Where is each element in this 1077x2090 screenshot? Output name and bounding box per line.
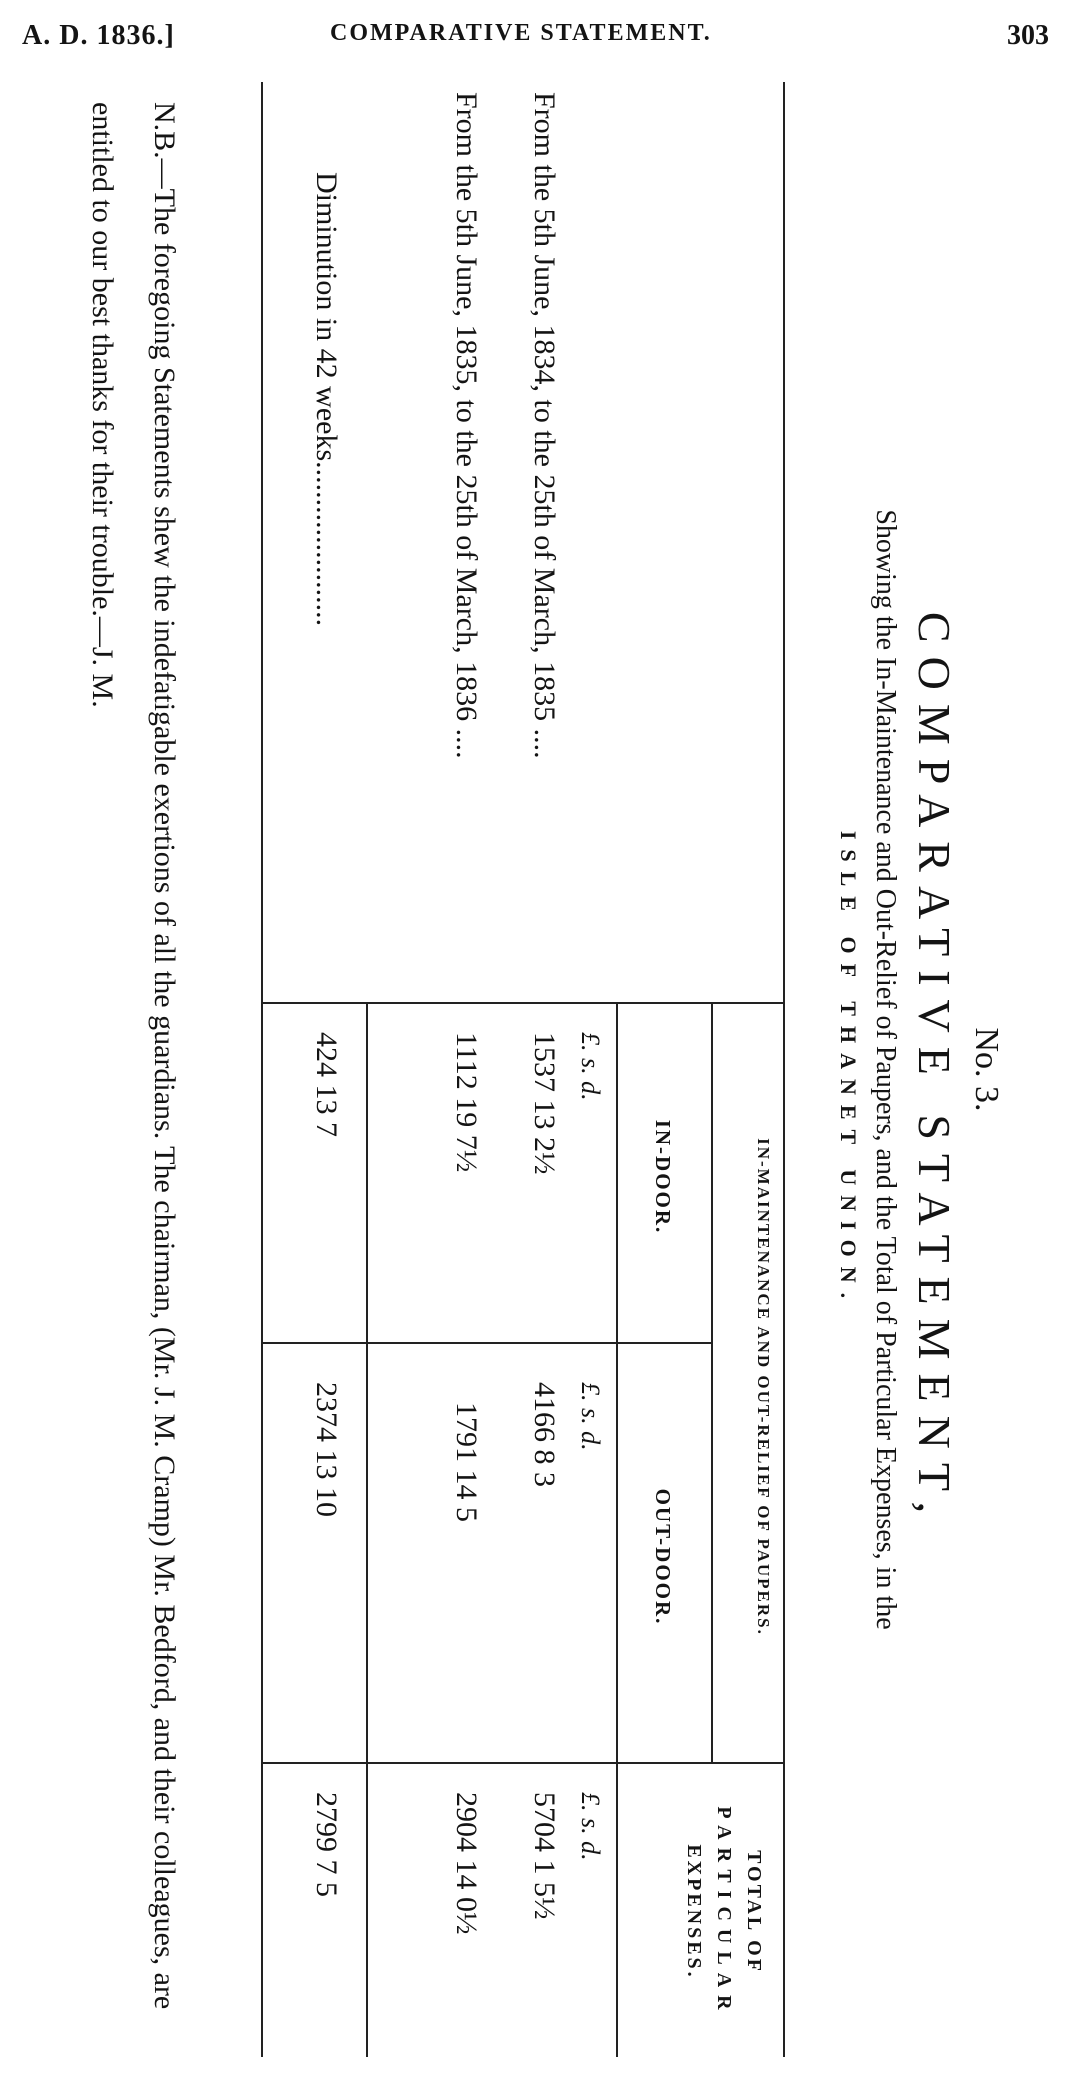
column-header-outdoor: OUT-DOOR. (651, 1488, 675, 1626)
statement-title: COMPARATIVE STATEMENT, (909, 611, 960, 1528)
row-label: Diminution in 42 weeks...................... (310, 172, 343, 627)
column-header-indoor: IN-DOOR. (651, 1119, 675, 1235)
table-rule (263, 1002, 783, 1004)
cell-total: 5704 1 5½ (528, 1792, 561, 1920)
cell-outdoor: 1791 14 5 (450, 1402, 483, 1522)
statement-subtitle: Showing the In-Maintenance and Out-Relief of Paupers, and the Total of Particular Expenses, in the (870, 509, 901, 1630)
row-label: From the 5th June, 1835, to the 25th of March, 1836 .... (450, 92, 483, 759)
units-total: £. s. d. (576, 1792, 605, 1861)
rotated-statement (25, 82, 1025, 2057)
table-rule (263, 1342, 713, 1344)
cell-indoor: 1537 13 2½ (528, 1032, 561, 1175)
column-header-total (679, 1767, 769, 2057)
units-indoor: £. s. d. (576, 1032, 605, 1101)
running-header-title: COMPARATIVE STATEMENT. (330, 20, 712, 46)
table-rule (711, 1002, 713, 1762)
cell-outdoor: 4166 8 3 (528, 1382, 561, 1487)
statement-number: No. 3. (968, 1027, 1005, 1112)
cell-total: 2904 14 0½ (450, 1792, 483, 1935)
footnote: N.B.—The foregoing Statements shew the indefatigable exertions of all the guardians. The chairman, (Mr. J. M. Cramp) Mr. Bedford, and their colleagues, are entitled to our best thanks for their trouble.—J. M. (86, 102, 181, 2010)
running-header-date: A. D. 1836.] (22, 20, 175, 51)
row-label: From the 5th June, 1834, to the 25th of March, 1835 .... (528, 92, 561, 759)
cell-total: 2799 7 5 (310, 1792, 343, 1897)
total-header-line: EXPENSES. (683, 1844, 705, 1980)
cell-indoor: 424 13 7 (310, 1032, 343, 1137)
group-header: IN-MAINTENANCE AND OUT-RELIEF OF PAUPERS. (754, 1138, 773, 1636)
total-header-line: TOTAL OF (743, 1850, 765, 1974)
comparison-table (261, 82, 785, 2057)
table-rule (616, 1002, 618, 2057)
table-rule (263, 1762, 783, 1764)
cell-outdoor: 2374 13 10 (310, 1382, 343, 1517)
union-name: ISLE OF THANET UNION. (836, 830, 861, 1309)
table-rule (366, 1002, 368, 2057)
units-outdoor: £. s. d. (576, 1382, 605, 1451)
cell-indoor: 1112 19 7½ (450, 1032, 483, 1173)
total-header-line: PARTICULAR (713, 1806, 735, 2018)
page-number: 303 (1007, 20, 1049, 51)
